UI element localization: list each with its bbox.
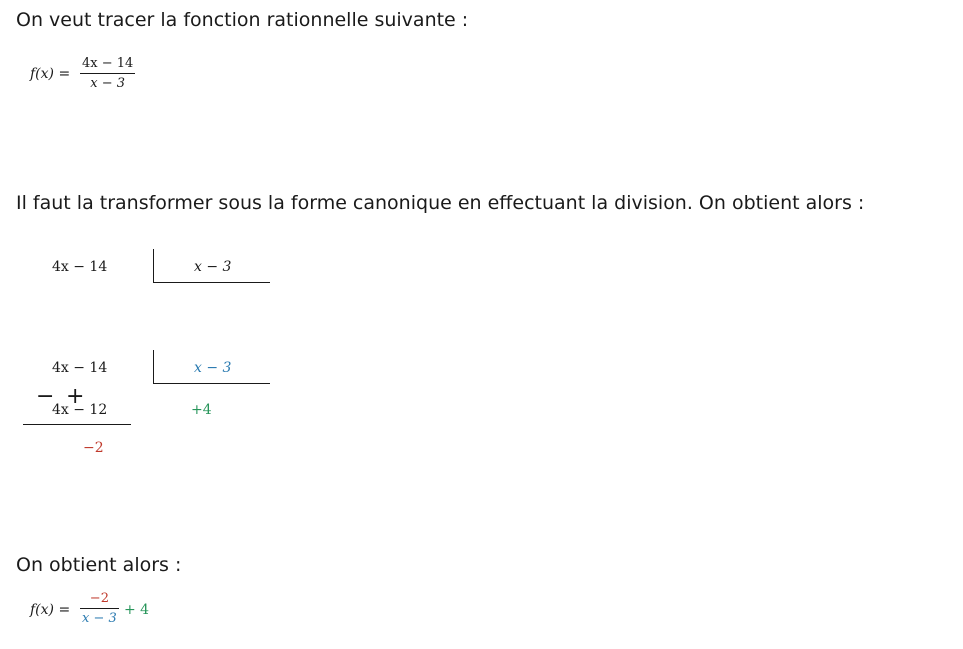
division-subtracted: 4x − 12 xyxy=(52,402,108,418)
function-denominator: x − 3 xyxy=(90,76,126,91)
result-fraction xyxy=(80,591,119,626)
function-fraction xyxy=(80,56,135,91)
division-worked-bracket-horizontal xyxy=(153,383,270,384)
plus-sign: + xyxy=(66,384,85,409)
result-lhs: f(x) = xyxy=(30,602,71,618)
division-remainder: −2 xyxy=(83,440,104,456)
division-worked-divisor: x − 3 xyxy=(194,360,232,376)
division-worked-bracket-vertical xyxy=(153,350,154,383)
result-addend: + 4 xyxy=(124,602,150,618)
transform-text: Il faut la transformer sous la forme canonique en effectuant la division. On obtient alors : xyxy=(16,192,865,214)
intro-text: On veut tracer la fonction rationnelle suivante : xyxy=(16,9,469,31)
function-numerator: 4x − 14 xyxy=(80,56,135,74)
division-quotient: +4 xyxy=(191,402,212,418)
minus-sign: − xyxy=(36,384,55,409)
division-setup-bracket-vertical xyxy=(153,249,154,282)
result-denominator: x − 3 xyxy=(82,611,117,626)
division-setup-bracket-horizontal xyxy=(153,282,270,283)
result-numerator: −2 xyxy=(80,591,119,609)
division-worked-dividend: 4x − 14 xyxy=(52,360,108,376)
division-setup-divisor: x − 3 xyxy=(194,259,232,275)
division-setup-dividend: 4x − 14 xyxy=(52,259,108,275)
result-text: On obtient alors : xyxy=(16,554,182,576)
function-lhs: f(x) = xyxy=(30,66,71,82)
subtraction-line xyxy=(23,424,131,425)
